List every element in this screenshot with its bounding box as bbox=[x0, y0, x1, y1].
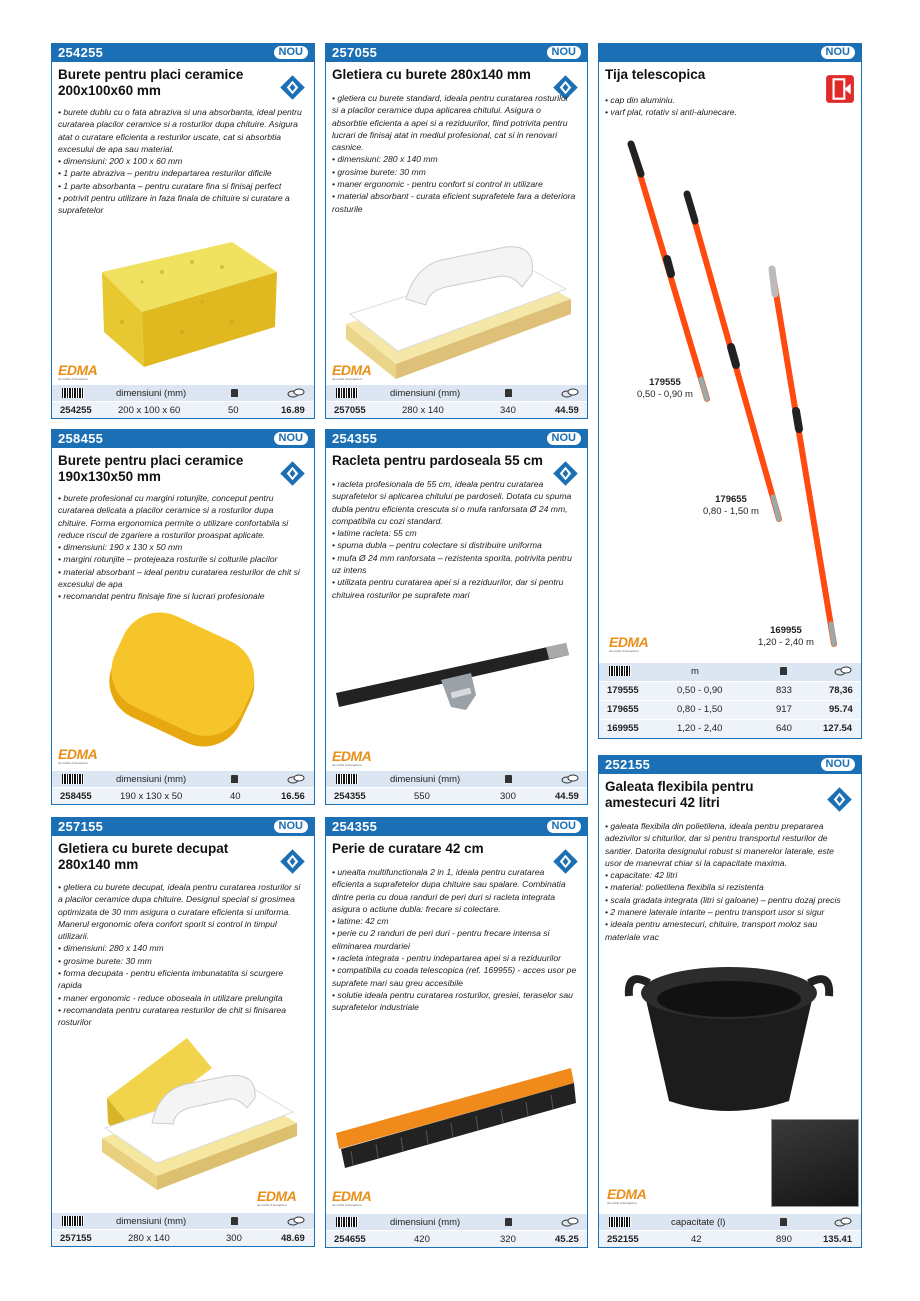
product-code: 257055 bbox=[332, 45, 378, 60]
package-icon bbox=[505, 1218, 512, 1226]
product-card-257055 bbox=[325, 43, 588, 419]
spec-cell: 420 bbox=[414, 1234, 430, 1245]
sponge-float-image bbox=[336, 229, 576, 379]
tile-diamond-icon bbox=[279, 74, 306, 101]
spec-header: dimensiuni (mm) bbox=[390, 1217, 461, 1228]
brand-logo bbox=[332, 362, 371, 381]
description-line: • gletiera cu burete standard, ideala pentru curatarea rosturilor si a placilor ceramice dupa aplicarea chitului. Asigura o absorbtie eficienta a apei si a reziduurilor, fiind potrivita pentru lucrari de finisaj atat in mediul profesional, cat si in renovari casnice. bbox=[332, 93, 569, 153]
description-line: • material absorbant - curata eficient suprafetele fara a deteriora rosturile bbox=[332, 191, 576, 214]
brand-tagline: de outils d'exception bbox=[609, 649, 639, 653]
description-line: • unealta multifunctionala 2 in 1, ideala pentru curatarea eficienta a suprafetelor dupa chituire sau spalare. Combinatia dintre peria cu doua randuri de peri duri si racleta integrata asigura o actiune dubla: frecare si colectare. bbox=[332, 867, 566, 914]
product-code: 252155 bbox=[605, 757, 651, 772]
product-code: 254355 bbox=[332, 431, 378, 446]
description-line: • dimensiuni: 190 x 130 x 50 mm bbox=[58, 542, 183, 553]
table-header-row bbox=[326, 1213, 587, 1230]
description-line: • burete profesional cu margini rotunjite, conceput pentru curatarea delicata a placilor ceramice si a rosturilor dupa chituire. Forma ergonomica permite o utilizare confortabila si reduce riscul de zgariere a rosturilor proaspat aplicate. bbox=[58, 493, 289, 540]
brand-tagline: de outils d'exception bbox=[257, 1203, 287, 1207]
brand-logo bbox=[58, 362, 97, 381]
description-line: • grosime burete: 30 mm bbox=[58, 955, 152, 966]
barcode-icon bbox=[609, 1217, 631, 1227]
new-badge: NOU bbox=[547, 432, 581, 445]
new-badge: NOU bbox=[547, 46, 581, 59]
new-badge: NOU bbox=[547, 820, 581, 833]
brand-logo-text: EDMA bbox=[609, 634, 649, 650]
ref-cell: 169955 bbox=[607, 723, 639, 734]
description-line: • solutie ideala pentru curatarea rosturilor, gresiei, teraselor sau suprafetelor industriale bbox=[332, 989, 573, 1013]
description-line: • material absorbant – ideal pentru curatarea resturilor de chit si excesului de apa bbox=[58, 566, 300, 590]
brand-tagline: de outils d'exception bbox=[58, 377, 88, 381]
product-code: 254255 bbox=[58, 45, 104, 60]
description-line: • burete dublu cu o fata abraziva si una absorbanta, ideal pentru curatarea placilor ceramice si a rosturilor dupa chituire. Asigura atat o curatare eficienta a resturilor uscate, cat si absorbtia excesului de apa sau material. bbox=[58, 107, 302, 154]
brand-logo-text: EDMA bbox=[332, 748, 372, 764]
product-description bbox=[605, 94, 851, 119]
table-row bbox=[599, 681, 861, 700]
product-code: 257155 bbox=[58, 819, 104, 834]
brand-logo-text: EDMA bbox=[58, 362, 98, 378]
package-icon bbox=[231, 389, 238, 397]
spec-header: dimensiuni (mm) bbox=[116, 388, 187, 399]
barcode-icon bbox=[336, 774, 358, 784]
description-line: • mufa Ø 24 mm ranforsata – rezistenta sporita, potrivita pentru uz intens bbox=[332, 552, 572, 576]
spec-header: dimensiuni (mm) bbox=[116, 1216, 187, 1227]
card-header bbox=[52, 44, 314, 62]
brand-logo bbox=[607, 1186, 646, 1205]
price-cell: 127.54 bbox=[823, 723, 853, 734]
product-title: Perie de curatare 42 cm bbox=[332, 841, 484, 856]
price-table bbox=[52, 770, 314, 804]
description-line: • maner ergonomic - pentru confort si control in utilizare bbox=[332, 179, 543, 190]
brand-logo-text: EDMA bbox=[332, 362, 372, 378]
package-icon bbox=[231, 1217, 238, 1225]
product-title: Gletiera cu burete 280x140 mm bbox=[332, 67, 531, 82]
description-line: • galeata flexibila din polietilena, ideala pentru prepararea adezivilor si chiturilor, dar si pentru transportul resturilor de santier. Datorita designului robust si manerelor laterale, este usor de manevrat chiar si la capacitate maxima. bbox=[605, 821, 834, 868]
brand-logo bbox=[332, 1188, 371, 1207]
spec-cell: 0,80 - 1,50 bbox=[677, 704, 723, 715]
coins-price-icon bbox=[287, 388, 305, 398]
table-header-row bbox=[599, 1213, 861, 1230]
card-header bbox=[326, 818, 587, 836]
price-table bbox=[599, 662, 861, 738]
table-row bbox=[326, 787, 587, 804]
qty-cell: 50 bbox=[228, 405, 239, 416]
product-title: Galeata flexibila pentru amestecuri 42 litri bbox=[605, 779, 754, 810]
new-badge: NOU bbox=[274, 46, 308, 59]
price-cell: 95.74 bbox=[829, 704, 853, 715]
pole-range: 1,20 - 2,40 m bbox=[758, 637, 814, 648]
barcode-icon bbox=[336, 1217, 358, 1227]
product-description bbox=[58, 106, 304, 217]
price-cell: 44.59 bbox=[555, 791, 579, 802]
qty-cell: 320 bbox=[500, 1234, 516, 1245]
description-line: • margini rotunjite – protejeaza rosturile si colturile placilor bbox=[58, 554, 278, 565]
tile-diamond-icon bbox=[279, 848, 306, 875]
description-line: • utilizata pentru curatarea apei si a reziduurilor, dar si pentru chituirea rosturilor pe suprafete mari bbox=[332, 577, 564, 600]
sponge-image bbox=[82, 232, 282, 372]
description-line: • compatibila cu coada telescopica (ref. 169955) - acces usor pe suprafete mari sau greu accesibile bbox=[332, 965, 577, 988]
price-table bbox=[326, 1213, 587, 1247]
ref-cell: 179555 bbox=[607, 685, 639, 696]
barcode-icon bbox=[336, 388, 358, 398]
new-badge: NOU bbox=[821, 758, 855, 771]
price-cell: 16.89 bbox=[281, 405, 305, 416]
table-row bbox=[52, 787, 314, 804]
description-line: • 2 manere laterale intarite – pentru transport usor si sigur bbox=[605, 907, 825, 918]
product-title: Tija telescopica bbox=[605, 67, 706, 82]
brand-tagline: de outils d'exception bbox=[332, 763, 362, 767]
description-line: • racleta profesionala de 55 cm, ideala pentru curatarea suprafetelor si aplicarea chitului pe pardoseli. Dotata cu spuma dubla pentru eficienta crescuta si o mufa ranforsata Ø 24 mm, compatibila cu cozi standard. bbox=[332, 479, 572, 526]
package-icon bbox=[231, 775, 238, 783]
product-card-254355-racleta bbox=[325, 429, 588, 805]
bucket-detail-inset bbox=[771, 1119, 859, 1207]
coins-price-icon bbox=[561, 774, 579, 784]
qty-cell: 40 bbox=[230, 791, 241, 802]
table-header-row bbox=[52, 1212, 314, 1229]
package-icon bbox=[780, 667, 787, 675]
product-description bbox=[332, 866, 577, 1014]
pole-label bbox=[625, 377, 705, 401]
package-icon bbox=[505, 389, 512, 397]
floor-squeegee-image bbox=[331, 635, 581, 735]
product-description bbox=[58, 881, 304, 1029]
price-table bbox=[599, 1213, 861, 1247]
coins-price-icon bbox=[561, 1217, 579, 1227]
description-line: • racleta integrata - pentru indepartarea apei si a reziduurilor bbox=[332, 953, 561, 964]
price-cell: 44.59 bbox=[555, 405, 579, 416]
product-card-258455 bbox=[51, 429, 315, 805]
ref-cell: 254355 bbox=[334, 791, 366, 802]
description-line: • latime racleta: 55 cm bbox=[332, 528, 417, 539]
price-table bbox=[326, 770, 587, 804]
spec-cell: 42 bbox=[691, 1234, 702, 1245]
description-line: • maner ergonomic - reduce oboseala in utilizare prelungita bbox=[58, 992, 283, 1003]
description-line: • recomandata pentru curatarea resturilor de chit si finisarea rosturilor bbox=[58, 1004, 286, 1028]
qty-cell: 300 bbox=[500, 791, 516, 802]
table-row bbox=[599, 700, 861, 719]
table-row bbox=[326, 1230, 587, 1247]
brand-logo bbox=[257, 1188, 296, 1207]
product-description bbox=[332, 478, 577, 601]
pole-range: 0,50 - 0,90 m bbox=[637, 389, 693, 400]
card-header bbox=[326, 44, 587, 62]
coins-price-icon bbox=[834, 1217, 852, 1227]
brand-logo-text: EDMA bbox=[607, 1186, 647, 1202]
table-row bbox=[599, 1230, 861, 1247]
brand-logo-text: EDMA bbox=[58, 746, 98, 762]
description-line: • forma decupata - pentru eficienta imbunatatita si scurgere rapida bbox=[58, 968, 284, 991]
price-cell: 48.69 bbox=[281, 1233, 305, 1244]
description-line: • 1 parte absorbanta – pentru curatare fina si finisaj perfect bbox=[58, 180, 282, 191]
card-header bbox=[326, 430, 587, 448]
tile-diamond-icon bbox=[279, 460, 306, 487]
ref-cell: 254655 bbox=[334, 1234, 366, 1245]
package-icon bbox=[505, 775, 512, 783]
product-title: Burete pentru placi ceramice 200x100x60 mm bbox=[58, 67, 244, 98]
product-code: 258455 bbox=[58, 431, 104, 446]
cut-sponge-float-image bbox=[67, 1028, 307, 1198]
card-header bbox=[52, 818, 314, 836]
description-line: • ideala pentru amestecuri, chituire, transport moloz sau materiale vrac bbox=[605, 919, 818, 942]
price-table bbox=[52, 1212, 314, 1246]
product-card-257155 bbox=[51, 817, 315, 1247]
description-line: • varf plat, rotativ si anti-alunecare. bbox=[605, 107, 737, 118]
new-badge: NOU bbox=[274, 432, 308, 445]
card-header bbox=[52, 430, 314, 448]
product-description bbox=[58, 492, 304, 603]
spec-header: dimensiuni (mm) bbox=[116, 774, 187, 785]
description-line: • material: polietilena flexibila si rezistenta bbox=[605, 882, 764, 893]
spec-cell: 280 x 140 bbox=[402, 405, 444, 416]
brand-logo-text: EDMA bbox=[332, 1188, 372, 1204]
description-line: • potrivit pentru utilizare in faza finala de chituire si curatare a suprafetelor bbox=[58, 193, 290, 216]
table-row bbox=[52, 1229, 314, 1246]
tile-diamond-icon bbox=[826, 786, 853, 813]
ref-cell: 254255 bbox=[60, 405, 92, 416]
ref-cell: 179655 bbox=[607, 704, 639, 715]
product-card-254255 bbox=[51, 43, 315, 419]
price-table bbox=[326, 384, 587, 418]
description-line: • dimensiuni: 280 x 140 mm bbox=[58, 943, 164, 954]
description-line: • spuma dubla – pentru colectare si distribuire uniforma bbox=[332, 540, 542, 551]
description-line: • latime: 42 cm bbox=[332, 916, 389, 927]
price-cell: 45.25 bbox=[555, 1234, 579, 1245]
spec-header: dimensiuni (mm) bbox=[390, 774, 461, 785]
brand-tagline: de outils d'exception bbox=[332, 1203, 362, 1207]
qty-cell: 300 bbox=[226, 1233, 242, 1244]
description-line: • scala gradata integrata (litri si galoane) – pentru dozaj precis bbox=[605, 894, 841, 905]
price-table bbox=[52, 384, 314, 418]
pole-ref: 179655 bbox=[715, 494, 747, 505]
product-code: 254355 bbox=[332, 819, 378, 834]
ref-cell: 257155 bbox=[60, 1233, 92, 1244]
rounded-sponge-image bbox=[97, 610, 277, 760]
spec-header: dimensiuni (mm) bbox=[390, 388, 461, 399]
pole-range: 0,80 - 1,50 m bbox=[703, 506, 759, 517]
coins-price-icon bbox=[287, 774, 305, 784]
spec-cell: 550 bbox=[414, 791, 430, 802]
brand-logo-text: EDMA bbox=[257, 1188, 297, 1204]
coins-price-icon bbox=[561, 388, 579, 398]
table-header-row bbox=[52, 384, 314, 401]
price-cell: 78,36 bbox=[829, 685, 853, 696]
card-header bbox=[599, 756, 861, 774]
product-card-tija-telescopica bbox=[598, 43, 862, 739]
product-card-perie-curatare bbox=[325, 817, 588, 1248]
brand-logo bbox=[58, 746, 97, 765]
table-row bbox=[599, 719, 861, 738]
ref-cell: 258455 bbox=[60, 791, 92, 802]
product-card-252155 bbox=[598, 755, 862, 1248]
product-title: Gletiera cu burete decupat 280x140 mm bbox=[58, 841, 229, 872]
description-line: • capacitate: 42 litri bbox=[605, 870, 678, 881]
pole-label bbox=[691, 494, 771, 518]
product-description bbox=[332, 92, 577, 215]
brand-tagline: de outils d'exception bbox=[332, 377, 362, 381]
price-cell: 16.56 bbox=[281, 791, 305, 802]
pole-ref: 179555 bbox=[649, 377, 681, 388]
coins-price-icon bbox=[287, 1216, 305, 1226]
qty-cell: 890 bbox=[776, 1234, 792, 1245]
price-cell: 135.41 bbox=[823, 1234, 853, 1245]
brand-tagline: de outils d'exception bbox=[607, 1201, 637, 1205]
barcode-icon bbox=[62, 388, 84, 398]
qty-cell: 340 bbox=[500, 405, 516, 416]
spec-header: m bbox=[691, 666, 699, 677]
barcode-icon bbox=[62, 1216, 84, 1226]
description-line: • perie cu 2 randuri de peri duri - pentru frecare intensa si eliminarea murdariei bbox=[332, 928, 550, 951]
qty-cell: 833 bbox=[776, 685, 792, 696]
table-header-row bbox=[326, 384, 587, 401]
description-line: • grosime burete: 30 mm bbox=[332, 166, 426, 177]
spec-cell: 1,20 - 2,40 bbox=[677, 723, 723, 734]
qty-cell: 917 bbox=[776, 704, 792, 715]
description-line: • 1 parte abraziva – pentru indepartarea resturilor dificile bbox=[58, 168, 272, 179]
spec-header: capacitate (l) bbox=[671, 1217, 726, 1228]
ref-cell: 252155 bbox=[607, 1234, 639, 1245]
pole-label bbox=[746, 625, 826, 649]
coins-price-icon bbox=[834, 666, 852, 676]
spec-cell: 0,50 - 0,90 bbox=[677, 685, 723, 696]
spec-cell: 280 x 140 bbox=[128, 1233, 170, 1244]
pole-ref: 169955 bbox=[770, 625, 802, 636]
spec-cell: 190 x 130 x 50 bbox=[120, 791, 183, 802]
barcode-icon bbox=[609, 666, 631, 676]
description-line: • recomandat pentru finisaje fine si lucrari profesionale bbox=[58, 591, 265, 602]
description-line: • dimensiuni: 280 x 140 mm bbox=[332, 154, 438, 165]
qty-cell: 640 bbox=[776, 723, 792, 734]
table-header-row bbox=[52, 770, 314, 787]
package-icon bbox=[780, 1218, 787, 1226]
spec-cell: 200 x 100 x 60 bbox=[118, 405, 181, 416]
new-badge: NOU bbox=[274, 820, 308, 833]
flexible-bucket-image bbox=[619, 951, 839, 1121]
description-line: • dimensiuni: 200 x 100 x 60 mm bbox=[58, 156, 183, 167]
brand-tagline: de outils d'exception bbox=[58, 761, 88, 765]
ref-cell: 257055 bbox=[334, 405, 366, 416]
product-description bbox=[605, 820, 851, 943]
description-line: • cap din aluminiu. bbox=[605, 95, 675, 105]
table-header-row bbox=[599, 662, 861, 681]
new-badge: NOU bbox=[821, 46, 855, 59]
barcode-icon bbox=[62, 774, 84, 784]
brand-logo bbox=[609, 634, 648, 653]
table-header-row bbox=[326, 770, 587, 787]
product-title: Burete pentru placi ceramice 190x130x50 mm bbox=[58, 453, 244, 484]
brand-logo bbox=[332, 748, 371, 767]
card-header bbox=[599, 44, 861, 62]
product-title: Racleta pentru pardoseala 55 cm bbox=[332, 453, 543, 468]
table-row bbox=[326, 401, 587, 418]
table-row bbox=[52, 401, 314, 418]
cleaning-brush-image bbox=[331, 1053, 581, 1173]
description-line: • gletiera cu burete decupat, ideala pentru curatarea rosturilor si a placilor ceramice dupa chituire. Designul special si grosimea optimizata de 30 mm asigura o curatare eficienta si uniforma. Manerul ergonomic ofera confort sporit si control in timpul utilizarii. bbox=[58, 882, 301, 942]
